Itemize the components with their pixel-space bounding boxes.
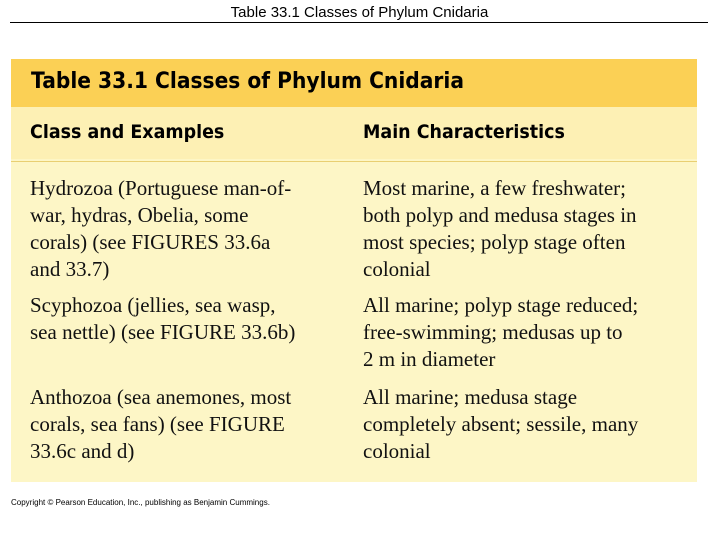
table-header-row — [11, 107, 697, 159]
footer-copyright: Copyright © Pearson Education, Inc., publishing as Benjamin Cummings. — [11, 498, 270, 507]
cell-line: most species; polyp stage often — [363, 230, 626, 254]
cell-line: completely absent; sessile, many — [363, 412, 639, 436]
cell-line: Anthozoa (sea anemones, most — [30, 385, 292, 409]
cell-line: colonial — [363, 257, 431, 281]
header-class-and-examples: Class and Examples — [30, 121, 225, 143]
cell-line: Scyphozoa (jellies, sea wasp, — [30, 293, 276, 317]
cell-line: corals, sea fans) (see FIGURE — [30, 412, 285, 436]
header-main-characteristics: Main Characteristics — [363, 121, 565, 143]
cell-line: All marine; polyp stage reduced; — [363, 293, 639, 317]
cell-line: 33.6c and d) — [30, 439, 135, 463]
table — [11, 59, 697, 482]
cell-line: both polyp and medusa stages in — [363, 203, 637, 227]
characteristics-cell — [363, 292, 688, 373]
cell-line: free-swimming; medusas up to — [363, 320, 623, 344]
table-title: Table 33.1 Classes of Phylum Cnidaria — [31, 69, 465, 94]
cell-line: Most marine, a few freshwater; — [363, 176, 626, 200]
characteristics-cell — [363, 175, 688, 283]
cell-line: colonial — [363, 439, 431, 463]
cell-line: All marine; medusa stage — [363, 385, 578, 409]
cell-line: corals) (see FIGURES 33.6a — [30, 230, 271, 254]
characteristics-cell — [363, 384, 688, 465]
class-cell — [30, 292, 345, 346]
class-cell — [30, 384, 345, 465]
class-cell — [30, 175, 345, 283]
cell-line: Hydrozoa (Portuguese man-of- — [30, 176, 292, 200]
title-rule — [10, 22, 708, 23]
cell-line: 2 m in diameter — [363, 347, 496, 371]
cell-line: war, hydras, Obelia, some — [30, 203, 249, 227]
header-divider — [11, 161, 697, 162]
slide-title: Table 33.1 Classes of Phylum Cnidaria — [230, 4, 489, 21]
table-title-bar — [11, 59, 697, 107]
cell-line: and 33.7) — [30, 257, 110, 281]
cell-line: sea nettle) (see FIGURE 33.6b) — [30, 320, 296, 344]
